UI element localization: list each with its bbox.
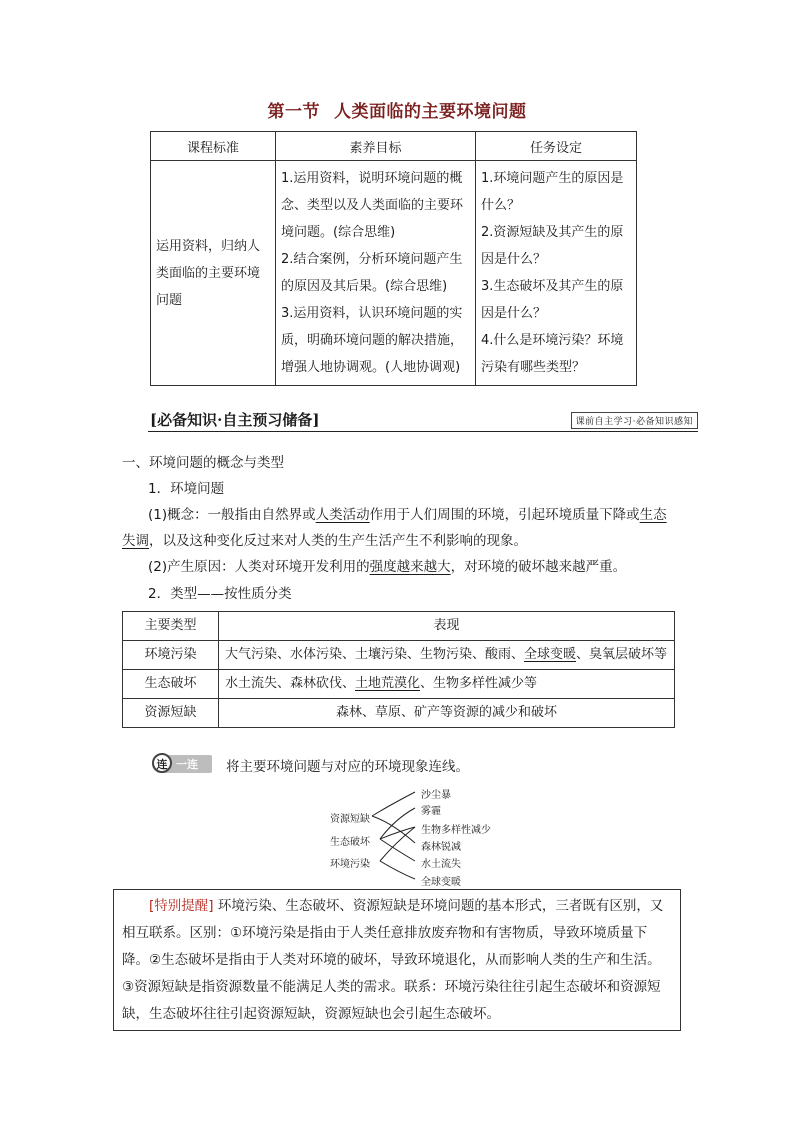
goal-item: 1.运用资料，说明环境问题的概念、类型以及人类面临的主要环境问题。(综合思维) xyxy=(281,171,464,240)
note-text: 环境污染、生态破坏、资源短缺是环境问题的基本形式，三者既有区别，又相互联系。区别：①环境污染是指由于人类任意排放废弃物和有害物质，导致环境质量下降。②生态破坏是指由于人类对环境的破坏，导致环境退化，从而影响人类的生产和生活。③资源短缺是指资源数量不能满足人类的需求。联系：环境污染往往引起生态破坏和资源短缺，生态破坏往往引起资源短缺，资源短缺也会引起生态破坏。 xyxy=(122,898,664,1022)
right-item: 生物多样性减少 xyxy=(421,825,491,836)
left-item: 环境污染 xyxy=(330,859,370,870)
table-row xyxy=(123,641,675,670)
underlined-term: 土地荒漠化 xyxy=(355,676,421,691)
type-cell: 生态破坏 xyxy=(123,670,219,699)
task-item: 4.什么是环境污染？环境污染有哪些类型？ xyxy=(481,333,624,375)
matching-diagram xyxy=(320,783,520,891)
match-line xyxy=(372,816,415,843)
curriculum-cell: 运用资料，归纳人类面临的主要环境问题 xyxy=(151,161,276,386)
link-icon: 连 xyxy=(152,753,172,773)
header-goals: 素养目标 xyxy=(276,132,476,161)
subheading-environment-problem: 1．环境问题 xyxy=(148,481,225,497)
types-header-manifestation: 表现 xyxy=(219,612,675,641)
page-title xyxy=(0,97,794,122)
standards-header-row xyxy=(151,132,637,161)
subheading-types: 2．类型——按性质分类 xyxy=(148,586,292,602)
goal-item: 2.结合案例，分析环境问题产生的原因及其后果。(综合思维) xyxy=(281,252,463,294)
type-cell: 资源短缺 xyxy=(123,699,219,728)
banner-title: [必备知识·自主预习储备] xyxy=(150,411,320,429)
concept-paragraph: (1)概念：一般指由自然界或人类活动作用于人们周围的环境，引起环境质量下降或生态失调，以及这种变化反过来对人类的生产生活产生不利影响的现象。 xyxy=(122,507,667,549)
match-line xyxy=(380,808,415,839)
table-row xyxy=(123,699,675,728)
section-banner xyxy=(148,409,698,432)
match-line xyxy=(380,861,415,879)
title-text: 人类面临的主要环境问题 xyxy=(334,102,527,122)
manifestation-cell: 水土流失、森林砍伐、土地荒漠化、生物多样性减少等 xyxy=(219,670,675,699)
right-item: 全球变暖 xyxy=(421,877,461,888)
header-tasks: 任务设定 xyxy=(476,132,637,161)
manifestation-cell: 大气污染、水体污染、土壤污染、生物污染、酸雨、全球变暖、臭氧层破坏等 xyxy=(219,641,675,670)
link-instruction: 将主要环境问题与对应的环境现象连线。 xyxy=(226,759,469,775)
right-item: 沙尘暴 xyxy=(421,790,451,801)
types-header-row xyxy=(123,612,675,641)
task-item: 2.资源短缺及其产生的原因是什么？ xyxy=(481,225,624,267)
left-item: 资源短缺 xyxy=(330,814,370,825)
right-item: 雾霾 xyxy=(421,806,441,817)
types-header-type: 主要类型 xyxy=(123,612,219,641)
manifestation-cell: 森林、草原、矿产等资源的减少和破坏 xyxy=(219,699,675,728)
standards-body-row xyxy=(151,161,637,386)
type-cell: 环境污染 xyxy=(123,641,219,670)
link-badge xyxy=(152,755,212,773)
underlined-term: 生态失调 xyxy=(122,507,667,549)
table-row xyxy=(123,670,675,699)
right-item: 森林锐减 xyxy=(421,842,461,853)
right-item: 水土流失 xyxy=(421,859,461,870)
cause-paragraph: (2)产生原因：人类对环境开发利用的强度越来越大，对环境的破坏越来越严重。 xyxy=(148,559,627,575)
header-curriculum: 课程标准 xyxy=(151,132,276,161)
goals-cell xyxy=(276,161,476,386)
tasks-cell xyxy=(476,161,637,386)
task-item: 1.环境问题产生的原因是什么？ xyxy=(481,171,624,213)
underlined-term: 人类活动 xyxy=(315,507,370,523)
link-exercise-header xyxy=(152,755,469,775)
standards-table xyxy=(150,131,637,386)
note-label: [特别提醒] xyxy=(149,898,214,914)
special-note-box xyxy=(113,889,681,1031)
goal-item: 3.运用资料，认识环境问题的实质，明确环境问题的解决措施，增强人地协调观。(人地协调观) xyxy=(281,306,464,375)
title-section-number: 第一节 xyxy=(267,102,320,122)
section-heading: 一、环境问题的概念与类型 xyxy=(122,455,284,471)
banner-tag: 课前自主学习·必备知识感知 xyxy=(571,412,698,429)
task-item: 3.生态破坏及其产生的原因是什么？ xyxy=(481,279,624,321)
types-table xyxy=(122,611,675,728)
underlined-term: 全球变暖 xyxy=(524,647,577,662)
underlined-term: 强度越来越大 xyxy=(369,559,451,575)
left-item: 生态破坏 xyxy=(330,837,370,848)
link-badge-label: 一连 xyxy=(176,758,198,771)
